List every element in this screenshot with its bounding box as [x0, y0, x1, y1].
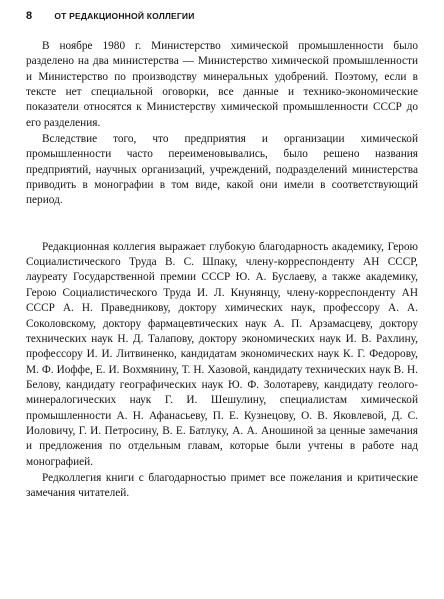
- paragraph-acknowledgements: Редакционная коллегия выражает глубокую благодарность академику, Герою Социалистического Труда В. С. Шпаку, члену-корреспонденту АН СССР, лауреату Государственной премии СССР Ю. А. Буслаеву, а также академику, Герою Социалистического Труда И. Л. Кнунянцу, члену-корреспонденту АН СССР А. Н. Праведникову, доктору химических наук, профессору А. А. Соколовскому, доктору фармацевтических наук А. П. Арзамасцеву, доктору технических наук Н. Д. Талапову, доктору экономических наук И. В. Рахлину, профессору И. И. Литвиненко, кандидатам экономических наук К. Г. Федорову, М. Ф. Иоффе, Е. И. Вохмянину, Т. Н. Хазовой, кандидату технических наук В. Н. Белову, кандидату географических наук Ю. Ф. Золотареву, кандидату геолого-минералогических наук Г. И. Шешулину, специалистам химической промышленности А. Н. Афанасьеву, П. Е. Кузнецову, О. В. Яковлевой, Д. С. Иоловичу, Г. И. Петросину, В. Е. Батлуку, А. А. Аношиной за ценные замечания и предложения по отдельным главам, которые были учтены в работе над монографией.: [26, 240, 418, 468]
- paragraph-ministry-split: В ноябре 1980 г. Министерство химической промышленности было разделено на два министерства — Министерство химической промышленности и Министерство по производству минеральных удобрений. Поэтому, если в тексте нет специальной оговорки, все данные и технико-экономические показатели относятся к Министерству химической промышленности СССР до его разделения.: [26, 40, 418, 129]
- body-text: [26, 39, 418, 502]
- page-number: 8: [26, 10, 33, 22]
- running-title: ОТ РЕДАКЦИОННОЙ КОЛЛЕГИИ: [54, 11, 195, 21]
- section-gap: [26, 209, 418, 240]
- paragraph-reader-feedback: Редколлегия книги с благодарностью примет все пожелания и критические замечания читателей.: [26, 471, 418, 500]
- paragraph-naming-note: Вследствие того, что предприятия и организации химической промышленности часто переименовывались, было решено названия предприятий, научных организаций, учреждений, подразделений министерства приводить в монографии в том виде, какой они имели в соответствующий период.: [26, 133, 418, 207]
- page-header: [26, 10, 418, 26]
